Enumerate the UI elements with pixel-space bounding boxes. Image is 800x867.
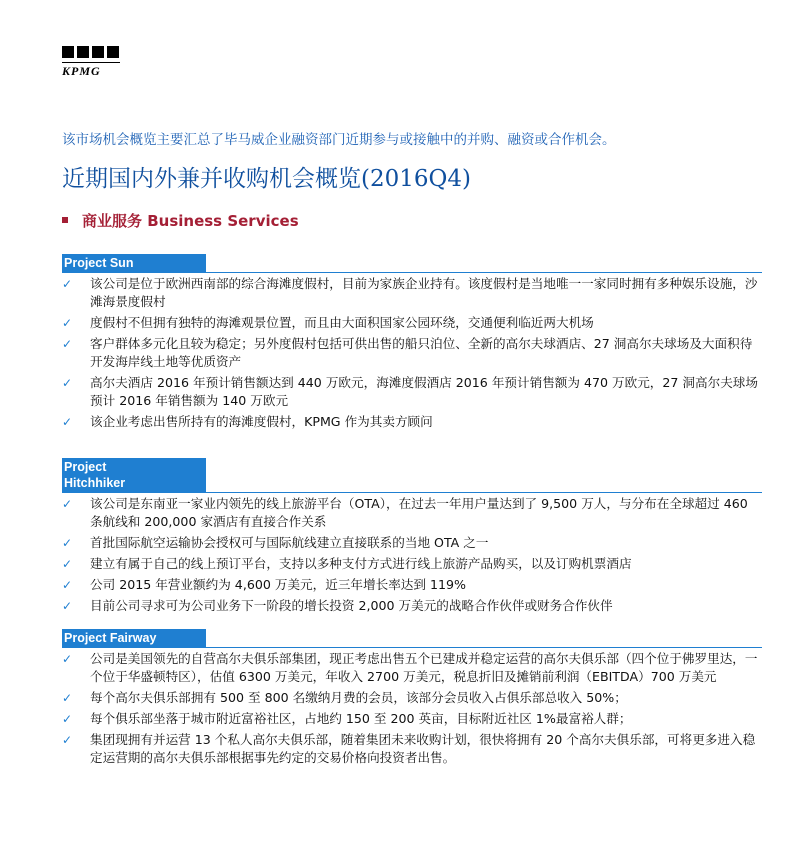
list-item	[62, 710, 762, 728]
list-item	[62, 534, 762, 552]
project-title: Project Sun	[62, 254, 206, 272]
list-item	[62, 335, 762, 371]
intro-text: 该市场机会概览主要汇总了毕马威企业融资部门近期参与或接触中的并购、融资或合作机会。	[62, 132, 616, 148]
checkmark-icon: ✓	[62, 497, 73, 511]
checkmark-icon: ✓	[62, 376, 73, 390]
logo-text: KPMG	[62, 62, 120, 79]
checkmark-icon: ✓	[62, 536, 73, 550]
item-text: 该企业考虑出售所持有的海滩度假村，KPMG 作为其卖方顾问	[90, 414, 433, 429]
item-text: 建立有属于自己的线上预订平台，支持以多种支付方式进行线上旅游产品购买，以及订购机票酒店	[90, 556, 632, 571]
item-text: 集团现拥有并运营 13 个私人高尔夫俱乐部，随着集团未来收购计划，很快将拥有 20 个高尔夫俱乐部，可将更多进入稳定运营期的高尔夫俱乐部根据事先约定的交易价格向投资者出售。	[90, 732, 756, 765]
checkmark-icon: ✓	[62, 691, 73, 705]
project-items	[62, 495, 762, 615]
item-text: 目前公司寻求可为公司业务下一阶段的增长投资 2,000 万美元的战略合作伙伴或财务合作伙伴	[90, 598, 613, 613]
item-text: 度假村不但拥有独特的海滩观景位置，而且由大面积国家公园环绕，交通便利临近两大机场	[90, 315, 594, 330]
list-item	[62, 374, 762, 410]
square-bullet-icon	[62, 217, 68, 223]
item-text: 每个俱乐部坐落于城市附近富裕社区，占地约 150 至 200 英亩，目标附近社区 1%最富裕人群；	[90, 711, 632, 726]
item-text: 该公司是东南亚一家业内领先的线上旅游平台（OTA），在过去一年用户量达到了 9,500 万人，与分布在全球超过 460 条航线和 200,000 家酒店有直接合作关系	[90, 496, 748, 529]
list-item	[62, 314, 762, 332]
checkmark-icon: ✓	[62, 415, 73, 429]
project-title: Project Hitchhiker	[62, 458, 206, 492]
list-item	[62, 413, 762, 431]
checkmark-icon: ✓	[62, 733, 73, 747]
item-text: 公司 2015 年营业额约为 4,600 万美元，近三年增长率达到 119%	[90, 577, 466, 592]
list-item	[62, 495, 762, 531]
list-item	[62, 555, 762, 573]
checkmark-icon: ✓	[62, 277, 73, 291]
project-fairway	[62, 627, 762, 770]
list-item	[62, 689, 762, 707]
checkmark-icon: ✓	[62, 316, 73, 330]
section-label: 商业服务 Business Services	[82, 212, 299, 230]
list-item	[62, 650, 762, 686]
project-sun	[62, 252, 762, 434]
logo-squares	[62, 46, 122, 58]
list-item	[62, 576, 762, 594]
divider	[62, 272, 762, 273]
project-items	[62, 275, 762, 431]
checkmark-icon: ✓	[62, 337, 73, 351]
item-text: 客户群体多元化且较为稳定；另外度假村包括可供出售的船只泊位、全新的高尔夫球酒店、27 洞高尔夫球场及大面积待开发海岸线土地等优质资产	[90, 336, 753, 369]
project-items	[62, 650, 762, 767]
divider	[62, 647, 762, 648]
list-item	[62, 597, 762, 615]
kpmg-logo	[62, 46, 122, 82]
list-item	[62, 731, 762, 767]
project-title: Project Fairway	[62, 629, 206, 647]
page-title: 近期国内外兼并收购机会概览(2016Q4)	[62, 166, 471, 192]
project-hitchhiker	[62, 458, 762, 618]
checkmark-icon: ✓	[62, 599, 73, 613]
item-text: 该公司是位于欧洲西南部的综合海滩度假村，目前为家族企业持有。该度假村是当地唯一一家同时拥有多种娱乐设施，沙滩海景度假村	[90, 276, 758, 309]
item-text: 公司是美国领先的自营高尔夫俱乐部集团，现正考虑出售五个已建成并稳定运营的高尔夫俱乐部（四个位于佛罗里达，一个位于华盛顿特区），估值 6300 万美元，年收入 2700 万美元，税息折旧及摊销前利润（EBITDA）700 万美元	[90, 651, 758, 684]
checkmark-icon: ✓	[62, 712, 73, 726]
checkmark-icon: ✓	[62, 578, 73, 592]
item-text: 首批国际航空运输协会授权可与国际航线建立直接联系的当地 OTA 之一	[90, 535, 489, 550]
checkmark-icon: ✓	[62, 652, 73, 666]
item-text: 高尔夫酒店 2016 年预计销售额达到 440 万欧元，海滩度假酒店 2016 年预计销售额为 470 万欧元，27 洞高尔夫球场预计 2016 年销售额为 140 万欧元	[90, 375, 758, 408]
divider	[62, 492, 762, 493]
item-text: 每个高尔夫俱乐部拥有 500 至 800 名缴纳月费的会员，该部分会员收入占俱乐部总收入 50%；	[90, 690, 627, 705]
checkmark-icon: ✓	[62, 557, 73, 571]
list-item	[62, 275, 762, 311]
section-heading	[62, 210, 299, 231]
